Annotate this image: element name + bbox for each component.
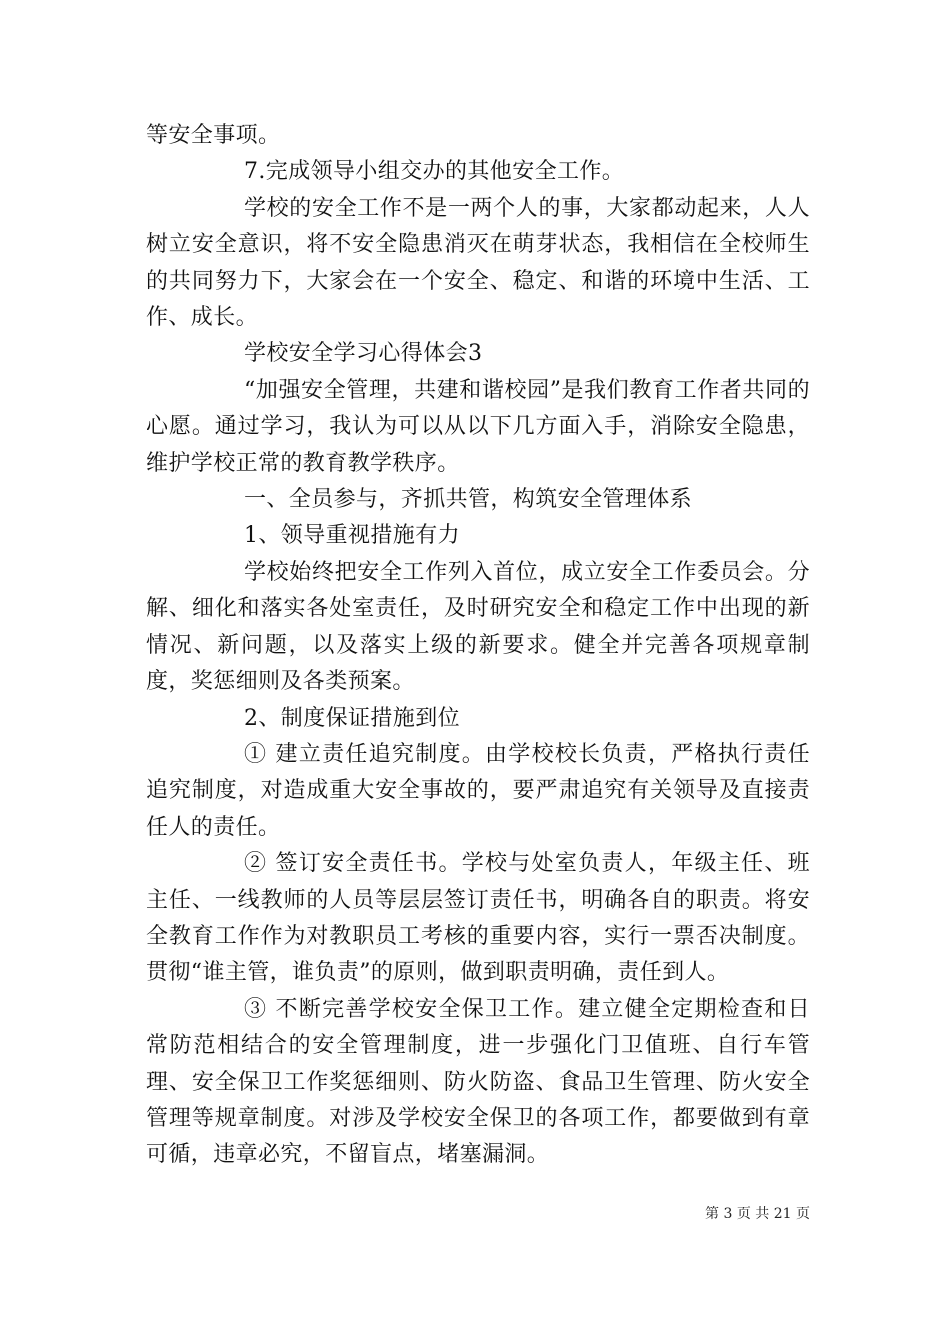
subsection-heading: 2、制度保证措施到位 [244,705,460,731]
list-item: ③ 不断完善学校安全保卫工作。建立健全定期检查和日常防范相结合的安全管理制度，进一步强化门卫值班、自行车管理、安全保卫工作奖惩细则、防火防盗、食品卫生管理、防火安全管理等规章制度。对涉及学校安全保卫的各项工作，都要做到有章可循，违章必究，不留盲点，堵塞漏洞。 [146,996,810,1168]
section-title: 学校安全学习心得体会3 [244,341,483,367]
list-item: ① 建立责任追究制度。由学校校长负责，严格执行责任追究制度，对造成重大安全事故的，要严肃追究有关领导及直接责任人的责任。 [146,741,810,840]
paragraph: 等安全事项。 [146,123,281,148]
paragraph: 学校始终把安全工作列入首位，成立安全工作委员会。分解、细化和落实各处室责任，及时研究安全和稳定工作中出现的新情况、新问题，以及落实上级的新要求。健全并完善各项规章制度，奖惩细则及各类预案。 [146,559,810,695]
document-body [146,118,810,1174]
page-number-footer: 第 3 页 共 21 页 [705,1206,810,1222]
section-heading: 一、全员参与，齐抓共管，构筑安全管理体系 [244,487,693,513]
list-item: ② 签订安全责任书。学校与处室负责人，年级主任、班主任、一线教师的人员等层层签订责任书，明确各自的职责。将安全教育工作作为对教职员工考核的重要内容，实行一票否决制度。贯彻“谁主管，谁负责”的原则，做到职责明确，责任到人。 [146,851,810,986]
paragraph: “加强安全管理，共建和谐校园”是我们教育工作者共同的心愿。通过学习，我认为可以从以下几方面入手，消除安全隐患，维护学校正常的教育教学秩序。 [146,377,810,476]
paragraph: 学校的安全工作不是一两个人的事，大家都动起来，人人树立安全意识，将不安全隐患消灭在萌芽状态，我相信在全校师生的共同努力下，大家会在一个安全、稳定、和谐的环境中生活、工作、成长。 [146,195,810,331]
subsection-heading: 1、领导重视措施有力 [244,523,460,549]
paragraph: 7.完成领导小组交办的其他安全工作。 [244,159,625,185]
